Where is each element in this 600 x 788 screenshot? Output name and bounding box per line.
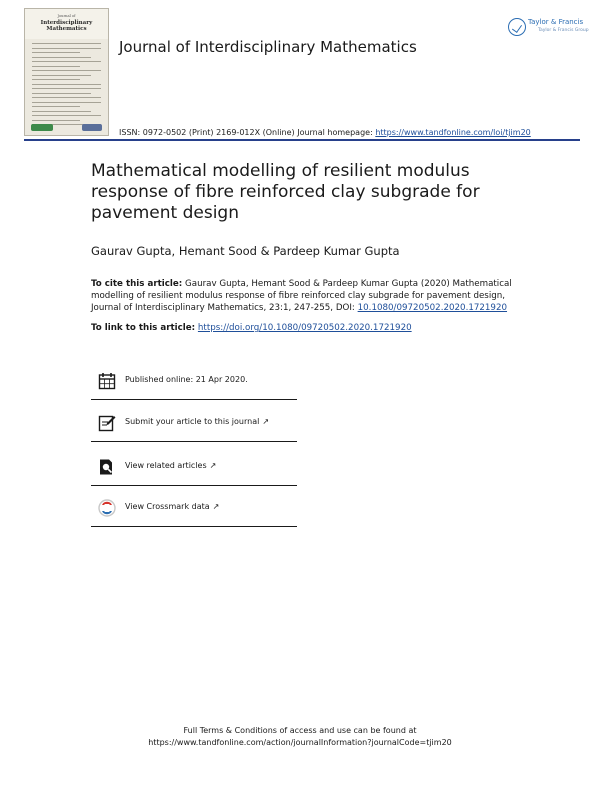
publisher-logo-icon xyxy=(508,18,526,36)
journal-cover xyxy=(24,8,109,136)
header-divider xyxy=(24,139,580,141)
published-date: Published online: 21 Apr 2020. xyxy=(125,375,248,384)
cover-journal-small: Journal of xyxy=(57,14,76,18)
crossmark-icon xyxy=(98,499,116,517)
article-authors: Gaurav Gupta, Hemant Sood & Pardeep Kumar Gupta xyxy=(91,244,400,258)
publisher-subname: Taylor & Francis Group xyxy=(538,28,589,33)
crossmark-link[interactable]: View Crossmark data ↗ xyxy=(125,502,220,511)
related-panel[interactable] xyxy=(91,446,297,486)
cite-text: Gaurav Gupta, Hemant Sood & Pardeep Kumar Gupta (2020) Mathematical modelling of resilient modulus response of fibre reinforced clay subgrade for pavement design, Journal of Interdisciplinary Mathematics, 23:1, 247-255, DOI: xyxy=(91,279,512,314)
footer xyxy=(0,725,600,749)
related-articles-link[interactable]: View related articles ↗ xyxy=(125,461,217,470)
cover-journal-title: Interdisciplinary Mathematics xyxy=(40,20,93,32)
link-label: To link to this article: xyxy=(91,323,196,333)
cite-label: To cite this article: xyxy=(91,279,183,289)
external-link-icon: ↗ xyxy=(212,502,220,511)
article-title: Mathematical modelling of resilient modulus response of fibre reinforced clay subgrade for pavement design xyxy=(91,161,480,223)
article-doi-url[interactable]: https://doi.org/10.1080/09720502.2020.1721920 xyxy=(197,323,412,333)
external-link-icon: ↗ xyxy=(262,417,270,426)
journal-title: Journal of Interdisciplinary Mathematics xyxy=(119,38,417,56)
crossmark-panel[interactable] xyxy=(91,487,297,527)
edit-document-icon xyxy=(98,414,116,432)
footer-url[interactable]: https://www.tandfonline.com/action/journalInformation?journalCode=tjim20 xyxy=(148,738,452,747)
published-panel xyxy=(91,360,297,400)
doi-link[interactable]: 10.1080/09720502.2020.1721920 xyxy=(357,303,508,314)
journal-homepage-link[interactable]: https://www.tandfonline.com/loi/tjim20 xyxy=(375,128,531,137)
issn-line xyxy=(119,128,531,137)
publisher-logo xyxy=(508,16,589,40)
citation-block xyxy=(91,278,531,315)
footer-terms: Full Terms & Conditions of access and use can be found at xyxy=(183,726,417,735)
cover-partner-logo xyxy=(82,124,102,131)
link-line xyxy=(91,323,412,333)
publisher-name: Taylor & Francis xyxy=(528,18,584,26)
issn-text: ISSN: 0972-0502 (Print) 2169-012X (Online) Journal homepage: xyxy=(119,128,376,137)
search-document-icon xyxy=(98,458,116,476)
submit-article-link[interactable]: Submit your article to this journal ↗ xyxy=(125,417,270,426)
submit-panel[interactable] xyxy=(91,402,297,442)
external-link-icon: ↗ xyxy=(209,461,217,470)
cover-publisher-logo xyxy=(31,124,53,131)
calendar-icon xyxy=(98,372,116,390)
